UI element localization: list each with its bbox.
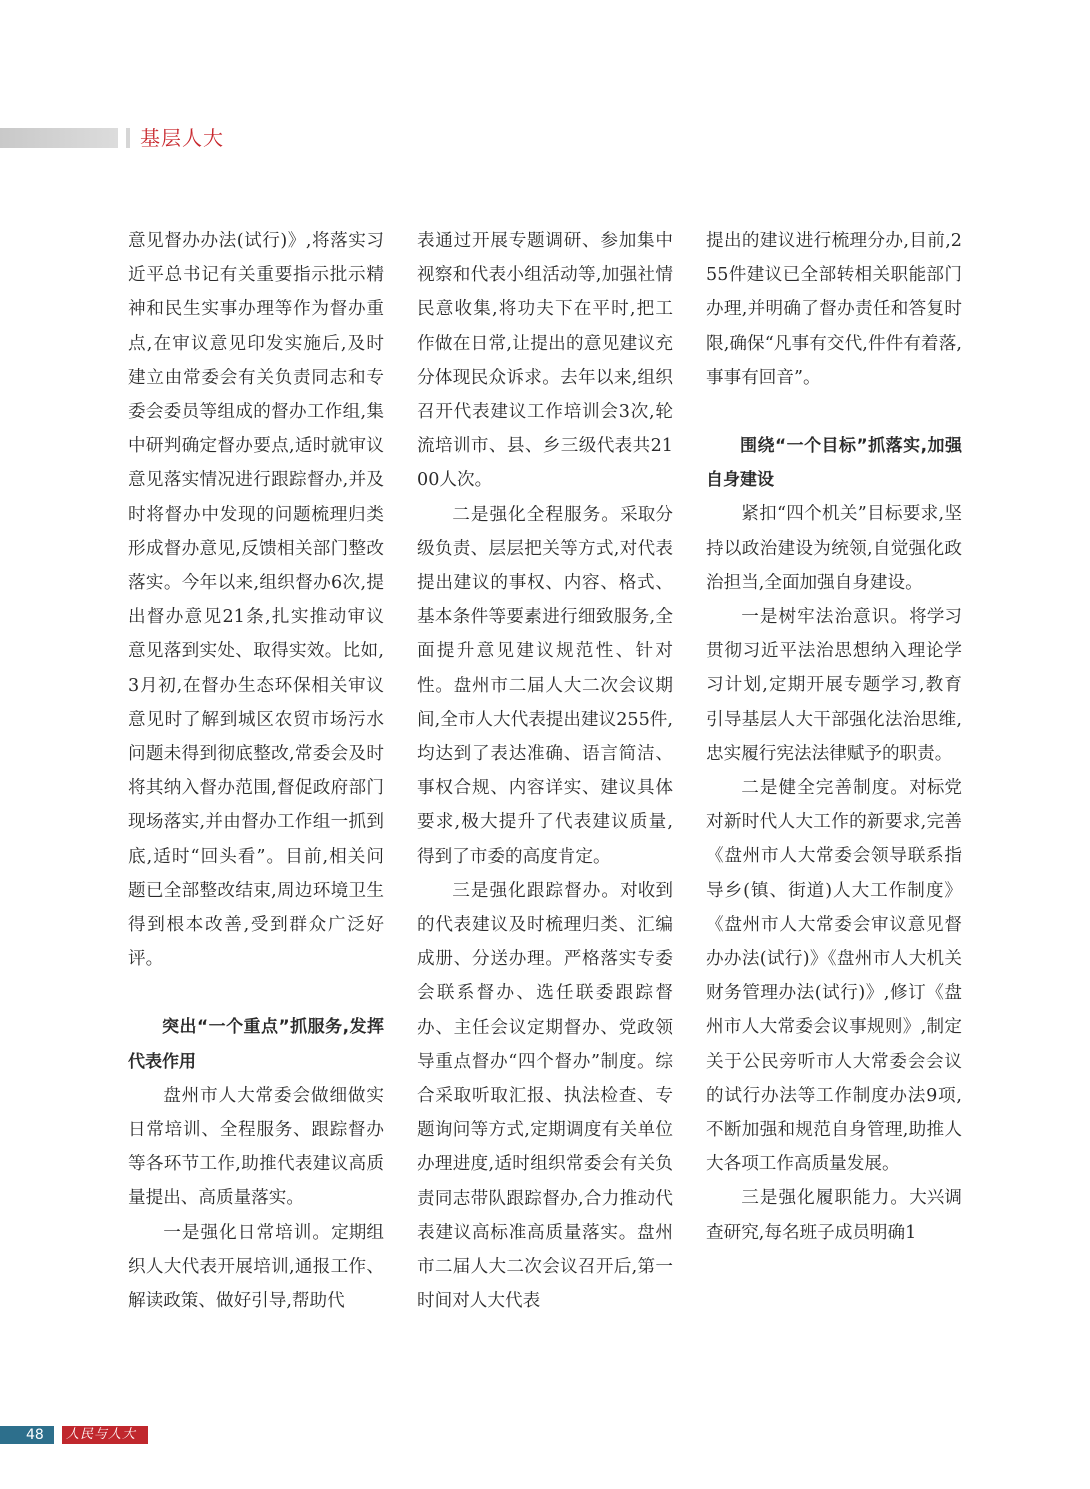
paragraph: 盘州市人大常委会做细做实日常培训、全程服务、跟踪督办等各环节工作,助推代表建议高质量提出、高质量落实。 (128, 1085, 384, 1209)
lead-phrase: 二是强化全程服务。 (452, 504, 621, 525)
section-title: 基层人大 (140, 126, 224, 150)
text-column-3 (706, 224, 962, 1250)
paragraph-text: 大兴调查研究,每名班子成员明确1 (706, 1188, 962, 1243)
page-number: 48 (26, 1427, 44, 1443)
header-divider (126, 128, 130, 148)
paragraph-text: 将学习贯彻习近平法治思想纳入理论学习计划,定期开展专题学习,教育引导基层人大干部强化法治思维,忠实履行宪法法律赋予的职责。 (706, 607, 962, 764)
lead-phrase: 二是健全完善制度。 (741, 778, 910, 799)
magazine-logo: 人民与人大 (66, 1427, 137, 1442)
lead-phrase: 三是强化履职能力。 (741, 1188, 910, 1209)
subheading: 突出“一个重点”抓服务,发挥代表作用 (128, 1017, 384, 1072)
text-column-2 (417, 224, 673, 1319)
lead-phrase: 一是强化日常培训。 (163, 1222, 332, 1243)
lead-phrase: 一是树牢法治意识。 (741, 607, 910, 628)
paragraph: 紧扣“四个机关”目标要求,坚持以政治建设为统领,自觉强化政治担当,全面加强自身建设。 (706, 504, 962, 593)
paragraph-text: 定期组织人大代表开展培训,通报工作、解读政策、做好引导,帮助代 (128, 1222, 384, 1312)
text-column-1 (128, 224, 384, 1318)
paragraph: 意见督办办法(试行)》,将落实习近平总书记有关重要指示批示精神和民生实事办理等作为督办重点,在审议意见印发实施后,及时建立由常委会有关负责同志和专委会委员等组成的督办工作组,集中研判确定督办要点,适时就审议意见落实情况进行跟踪督办,并及时将督办中发现的问题梳理归类形成督办意见,反馈相关部门整改落实。今年以来,组织督办6次,提出督办意见21条,扎实推动审议意见落到实处、取得实效。比如,3月初,在督办生态环保相关审议意见时了解到城区农贸市场污水问题未得到彻底整改,常委会及时将其纳入督办范围,督促政府部门现场落实,并由督办工作组一抓到底,适时“回头看”。目前,相关问题已全部整改结束,周边环境卫生得到根本改善,受到群众广泛好评。 (128, 231, 384, 970)
paragraph-text: 采取分级负责、层层把关等方式,对代表提出建议的事权、内容、格式、基本条件等要素进行细致服务,全面提升意见建议规范性、针对性。盘州市二届人大二次会议期间,全市人大代表提出建议255件,均达到了表达准确、语言简洁、事权合规、内容详实、建议具体要求,极大提升了代表建议质量,得到了市委的高度肯定。 (417, 504, 673, 867)
paragraph: 表通过开展专题调研、参加集中视察和代表小组活动等,加强社情民意收集,将功夫下在平时,把工作做在日常,让提出的意见建议充分体现民众诉求。去年以来,组织召开代表建议工作培训会3次,轮流培训市、县、乡三级代表共2100人次。 (417, 231, 673, 491)
paragraph-text: 对收到的代表建议及时梳理归类、汇编成册、分送办理。严格落实专委会联系督办、选任联委跟踪督办、主任会议定期督办、党政领导重点督办“四个督办”制度。综合采取听取汇报、执法检查、专题询问等方式,定期调度有关单位办理进度,适时组织常委会有关负责同志带队跟踪督办,合力推动代表建议高标准高质量落实。盘州市二届人大二次会议召开后,第一时间对人大代表 (417, 880, 673, 1312)
subheading: 围绕“一个目标”抓落实,加强自身建设 (706, 436, 962, 491)
header-gray-bar (0, 128, 118, 148)
paragraph-text: 对标党对新时代人大工作的新要求,完善《盘州市人大常委会领导联系指导乡(镇、街道)人大工作制度》《盘州市人大常委会审议意见督办办法(试行)》《盘州市人大机关财务管理办法(试行)》,修订《盘州市人大常委会议事规则》,制定关于公民旁听市人大常委会会议的试行办法等工作制度办法9项,不断加强和规范自身管理,助推人大各项工作高质量发展。 (706, 778, 962, 1175)
lead-phrase: 三是强化跟踪督办。 (452, 880, 621, 901)
paragraph: 提出的建议进行梳理分办,目前,255件建议已全部转相关职能部门办理,并明确了督办责任和答复时限,确保“凡事有交代,件件有着落,事事有回音”。 (706, 231, 962, 388)
